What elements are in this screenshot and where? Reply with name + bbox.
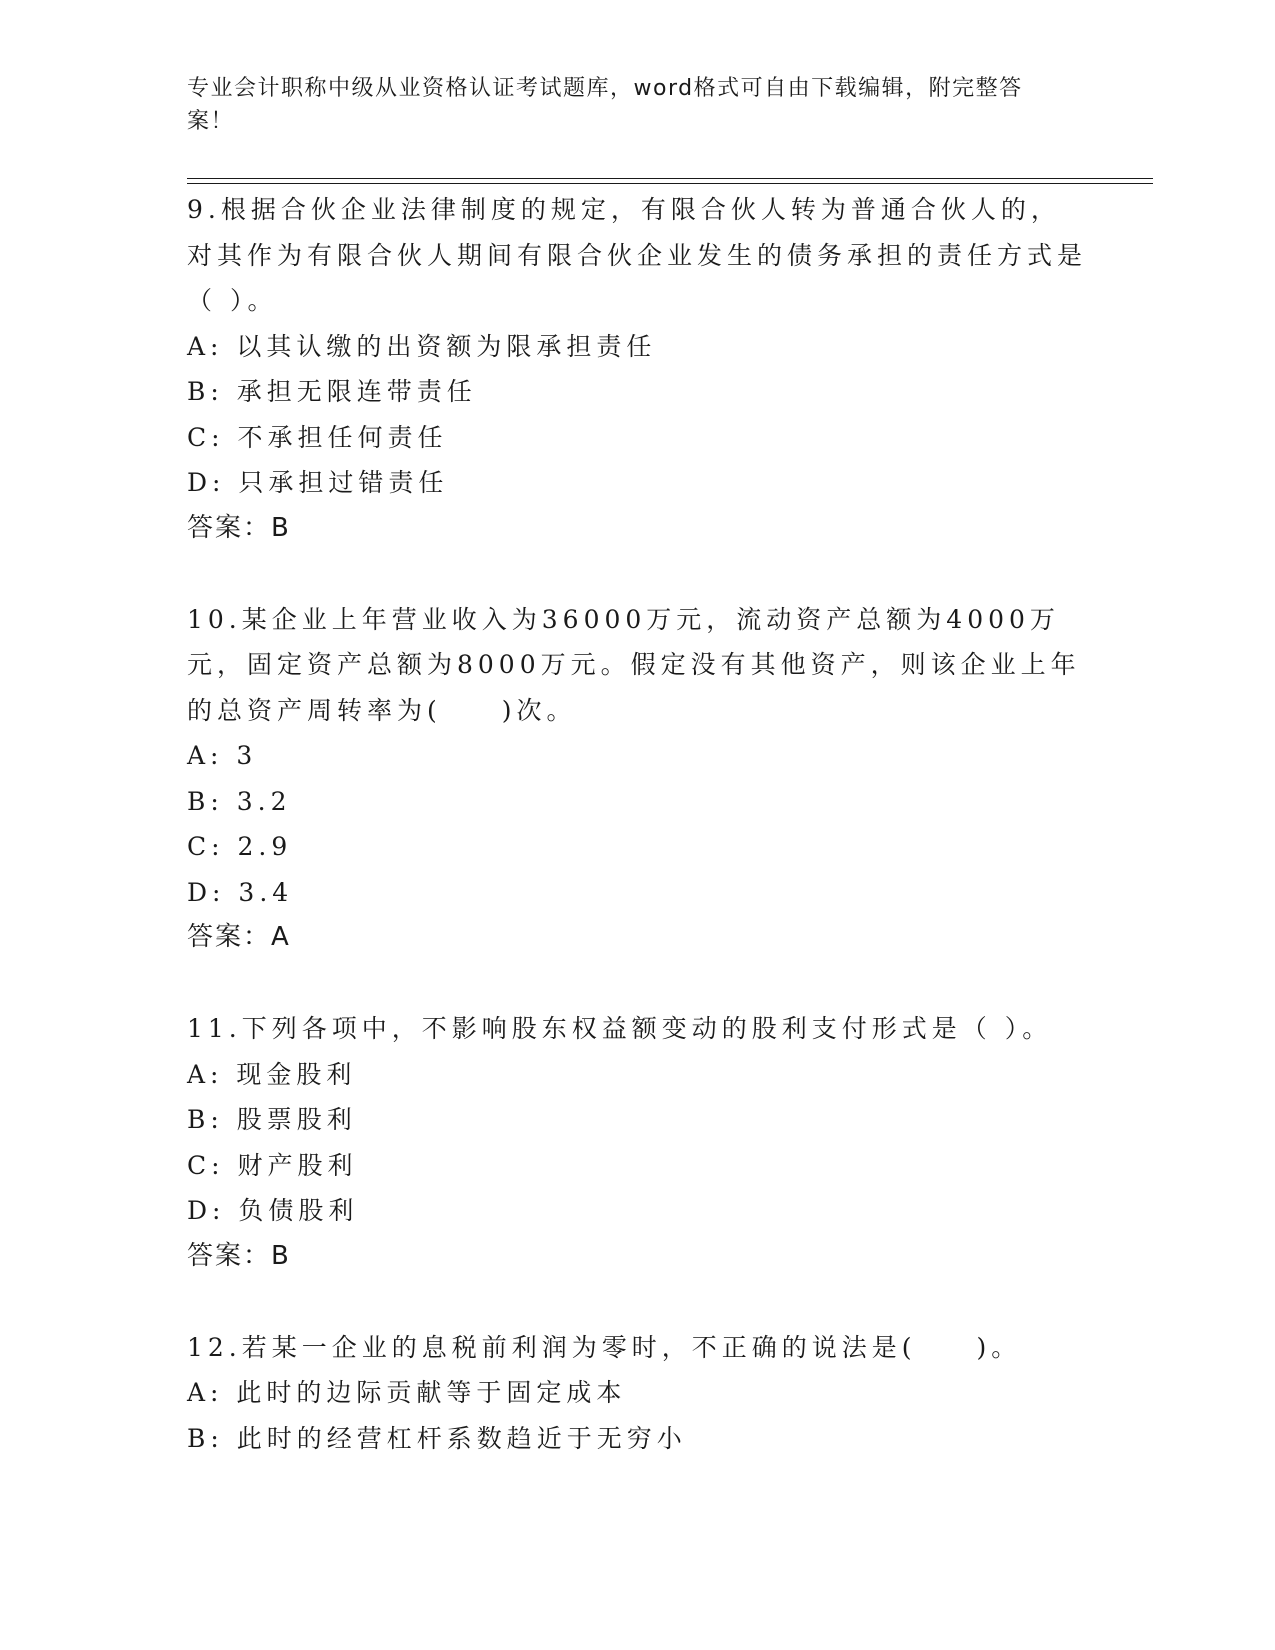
- option-b: B: 3.2: [187, 786, 292, 816]
- option-c: C: 不承担任何责任: [187, 422, 448, 452]
- option-a: A: 3: [187, 741, 258, 770]
- document-header: 专业会计职称中级从业资格认证考试题库，word格式可自由下载编辑，附完整答案！: [187, 76, 1023, 134]
- question-12: [187, 1325, 1087, 1462]
- question-stem: 12.若某一企业的息税前利润为零时，不正确的说法是( )。: [187, 1332, 1022, 1362]
- option-c: C: 财产股利: [187, 1150, 358, 1180]
- question-11: [187, 1006, 1087, 1279]
- spacer: [187, 551, 1087, 597]
- answer-label: 答案：B: [187, 512, 291, 543]
- option-d: D: 3.4: [187, 877, 294, 907]
- option-a: A: 现金股利: [187, 1059, 357, 1089]
- option-d: D: 负债股利: [187, 1196, 359, 1225]
- option-c: C: 2.9: [187, 832, 293, 861]
- option-a: A: 以其认缴的出资额为限承担责任: [187, 331, 657, 361]
- question-stem: 10.某企业上年营业收入为36000万元，流动资产总额为4000万元，固定资产总额为8000万元。假定没有其他资产，则该企业上年的总资产周转率为( )次。: [187, 604, 1081, 725]
- spacer: [187, 1279, 1087, 1325]
- question-9: [187, 187, 1087, 551]
- header-divider-bottom: [187, 183, 1153, 184]
- answer-label: 答案：B: [187, 1240, 291, 1271]
- answer-label: 答案：A: [187, 922, 291, 952]
- option-a: A: 此时的边际贡献等于固定成本: [187, 1378, 627, 1407]
- option-b: B: 股票股利: [187, 1105, 357, 1134]
- question-list: [187, 187, 1087, 1461]
- option-d: D: 只承担过错责任: [187, 468, 449, 497]
- question-stem: 11.下列各项中，不影响股东权益额变动的股利支付形式是（ ）。: [187, 1014, 1053, 1043]
- header-divider-top: [187, 178, 1153, 179]
- question-stem: 9.根据合伙企业法律制度的规定，有限合伙人转为普通合伙人的，对其作为有限合伙人期间有限合伙企业发生的债务承担的责任方式是（ ）。: [187, 195, 1088, 315]
- question-10: [187, 597, 1087, 961]
- option-b: B: 承担无限连带责任: [187, 377, 477, 406]
- spacer: [187, 961, 1087, 1007]
- option-b: B: 此时的经营杠杆系数趋近于无穷小: [187, 1423, 687, 1453]
